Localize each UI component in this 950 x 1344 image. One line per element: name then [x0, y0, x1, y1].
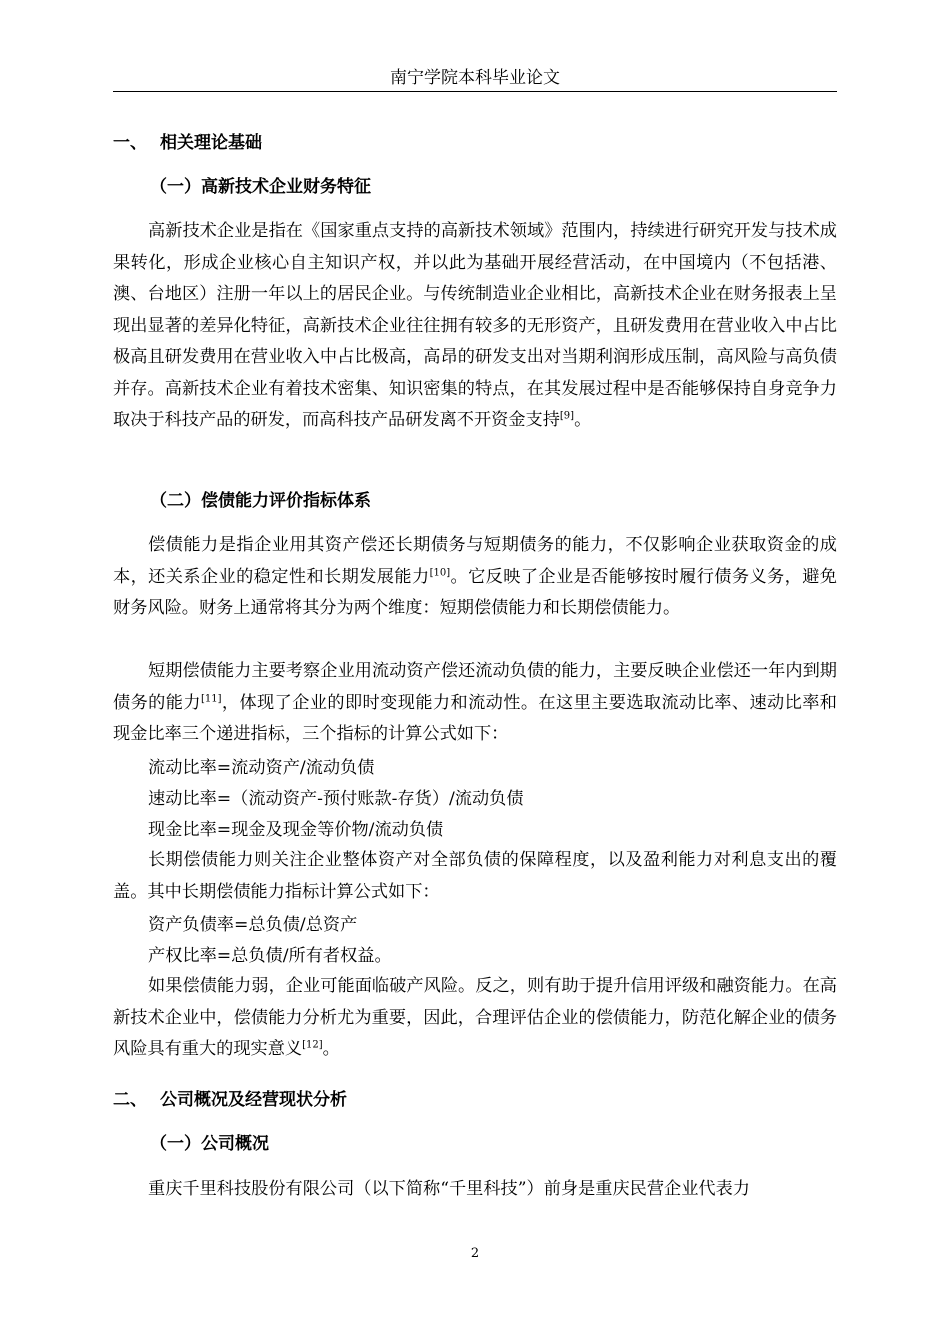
section-title: 公司概况及经营现状分析: [160, 1090, 347, 1110]
section-number: 一、: [113, 133, 147, 153]
paragraph: 短期偿债能力主要考察企业用流动资产偿还流动负债的能力，主要反映企业偿还一年内到期债务的能力[11]，体现了企业的即时变现能力和流动性。在这里主要选取流动比率、速动比率和现金比率三个递进指标，三个指标的计算公式如下：: [113, 661, 837, 744]
paragraph: 重庆千里科技股份有限公司（以下简称“千里科技”）前身是重庆民营企业代表力: [148, 1179, 750, 1199]
page-number: 2: [470, 1246, 480, 1261]
formula-quick-ratio: 速动比率=（流动资产-预付账款-存货）/流动负债: [148, 789, 524, 809]
section-heading-2: [113, 1088, 837, 1112]
paragraph: 长期偿债能力则关注企业整体资产对全部负债的保障程度，以及盈利能力对利息支出的覆盖。其中长期偿债能力指标计算公式如下：: [113, 850, 837, 902]
paragraph: 高新技术企业是指在《国家重点支持的高新技术领域》范围内，持续进行研究开发与技术成果转化，形成企业核心自主知识产权，并以此为基础开展经营活动，在中国境内（不包括港、澳、台地区）注册一年以上的居民企业。与传统制造业企业相比，高新技术企业在财务报表上呈现出显著的差异化特征，高新技术企业往往拥有较多的无形资产，且研发费用在营业收入中占比极高且研发费用在营业收入中占比极高，高昂的研发支出对当期利润形成压制，高风险与高负债并存。高新技术企业有着技术密集、知识密集的特点，在其发展过程中是否能够保持自身竞争力取决于科技产品的研发，而高科技产品研发离不开资金支持[9]。: [113, 221, 837, 430]
citation: [9]: [559, 410, 575, 422]
subsection-heading-2-1: （一）公司概况: [150, 1134, 269, 1154]
formula-current-ratio: 流动比率=流动资产/流动负债: [148, 758, 375, 778]
header-rule: [113, 91, 837, 92]
page-header: 南宁学院本科毕业论文: [390, 68, 560, 88]
subsection-heading-1-2: （二）偿债能力评价指标体系: [150, 491, 371, 511]
section-heading-1: [113, 131, 837, 155]
formula-debt-asset-ratio: 资产负债率=总负债/总资产: [148, 915, 358, 935]
subsection-heading-1-1: （一）高新技术企业财务特征: [150, 177, 371, 197]
formula-equity-ratio: 产权比率=总负债/所有者权益。: [148, 946, 392, 966]
formula-cash-ratio: 现金比率=现金及现金等价物/流动负债: [148, 820, 444, 840]
citation: [12]: [302, 1039, 323, 1051]
section-title: 相关理论基础: [160, 133, 262, 153]
citation: [11]: [200, 692, 222, 704]
citation: [10]: [429, 566, 451, 578]
section-number: 二、: [113, 1090, 147, 1110]
paragraph: 偿债能力是指企业用其资产偿还长期债务与短期债务的能力，不仅影响企业获取资金的成本，还关系企业的稳定性和长期发展能力[10]。它反映了企业是否能够按时履行债务义务，避免财务风险。财务上通常将其分为两个维度：短期偿债能力和长期偿债能力。: [113, 535, 837, 618]
paragraph: 如果偿债能力弱，企业可能面临破产风险。反之，则有助于提升信用评级和融资能力。在高新技术企业中，偿债能力分析尤为重要，因此，合理评估企业的偿债能力，防范化解企业的债务风险具有重大的现实意义[12]。: [113, 976, 837, 1059]
